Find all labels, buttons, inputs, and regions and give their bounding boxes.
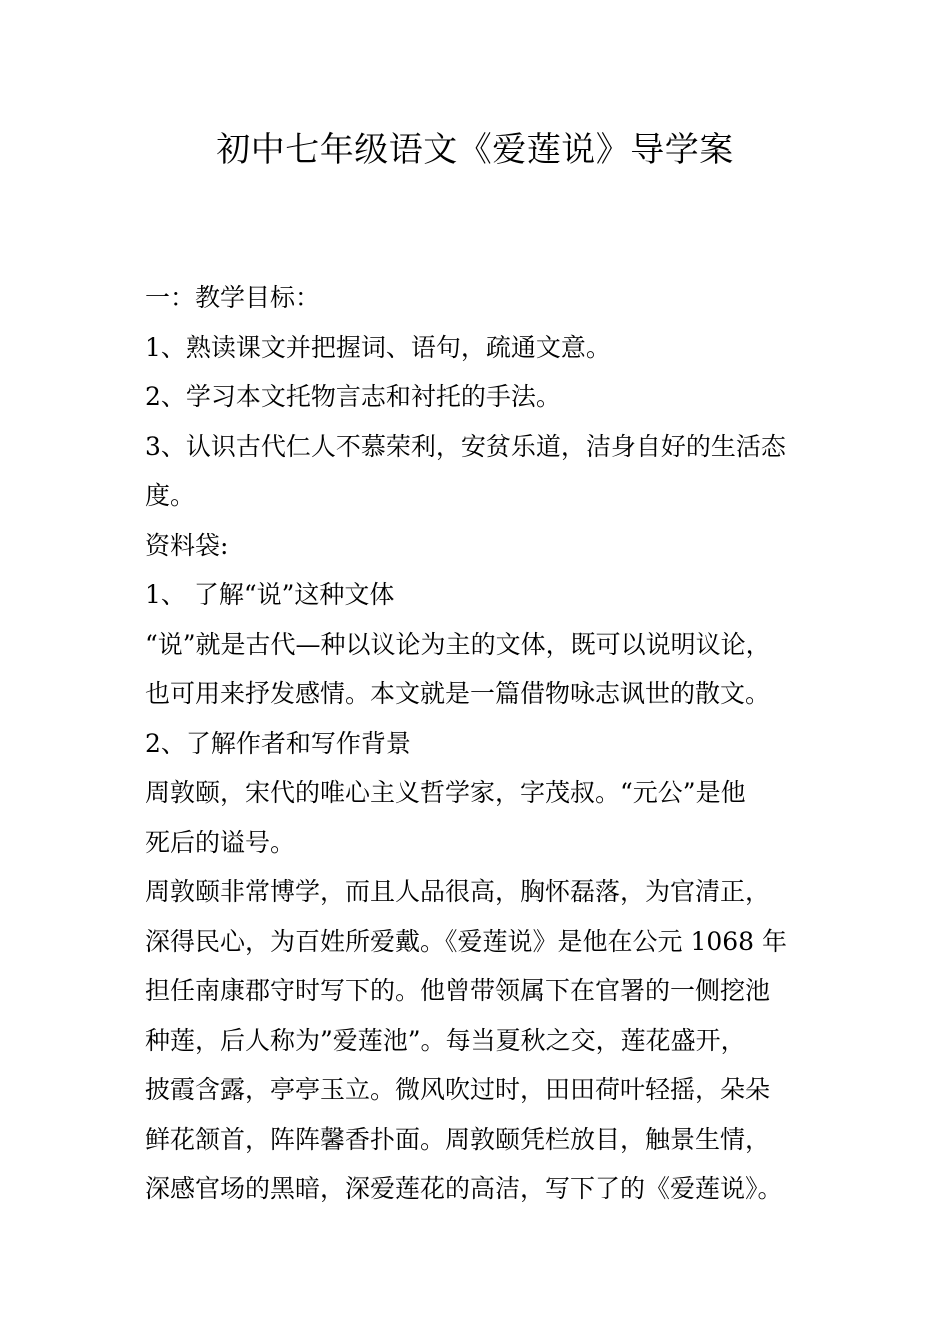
paragraph-line: 周敦颐，宋代的唯心主义哲学家，字茂叔。“元公”是他 (145, 778, 746, 807)
paragraph-line: 周敦颐非常博学，而且人品很高，胸怀磊落，为官清正， (145, 877, 771, 906)
objective-item-2: 2、学习本文托物言志和衬托的手法。 (145, 382, 561, 411)
paragraph-line: 也可用来抒发感情。本文就是一篇借物咏志讽世的散文。 (145, 679, 771, 708)
objective-item-3-continued: 度。 (145, 481, 196, 510)
paragraph-line: 种莲，后人称为”爱莲池”。每当夏秋之交，莲花盛开， (145, 1025, 746, 1055)
paragraph-line: 死后的谥号。 (145, 827, 296, 857)
paragraph-line: 深得民心，为百姓所爱戴。《爱莲说》是他在公元 1068 年 (145, 926, 788, 956)
paragraph-line: 深感官场的黑暗，深爱莲花的高洁，写下了的《爱莲说》。 (145, 1174, 783, 1203)
objective-item-3: 3、认识古代仁人不慕荣利，安贫乐道，洁身自好的生活态 (145, 431, 786, 461)
paragraph-line: 披霞含露，亭亭玉立。微风吹过时，田田荷叶轻摇，朵朵 (145, 1075, 771, 1104)
paragraph-line: “说”就是古代—种以议论为主的文体，既可以说明议论， (145, 629, 771, 659)
section-heading-objectives: 一：教学目标： (145, 283, 321, 312)
materials-item-2-heading: 2、了解作者和写作背景 (145, 728, 411, 758)
document-body (145, 273, 835, 1214)
paragraph-line: 鲜花颔首，阵阵馨香扑面。周敦颐凭栏放目，触景生情， (145, 1124, 771, 1154)
paragraph-line: 担任南康郡守时写下的。他曾带领属下在官署的一侧挖池 (145, 976, 771, 1005)
section-heading-materials: 资料袋: (145, 530, 229, 560)
objective-item-1: 1、熟读课文并把握词、语句，疏通文意。 (145, 332, 611, 362)
document-title: 初中七年级语文《爱莲说》导学案 (216, 130, 734, 170)
materials-item-1-heading: 1、 了解“说”这种文体 (145, 580, 395, 609)
